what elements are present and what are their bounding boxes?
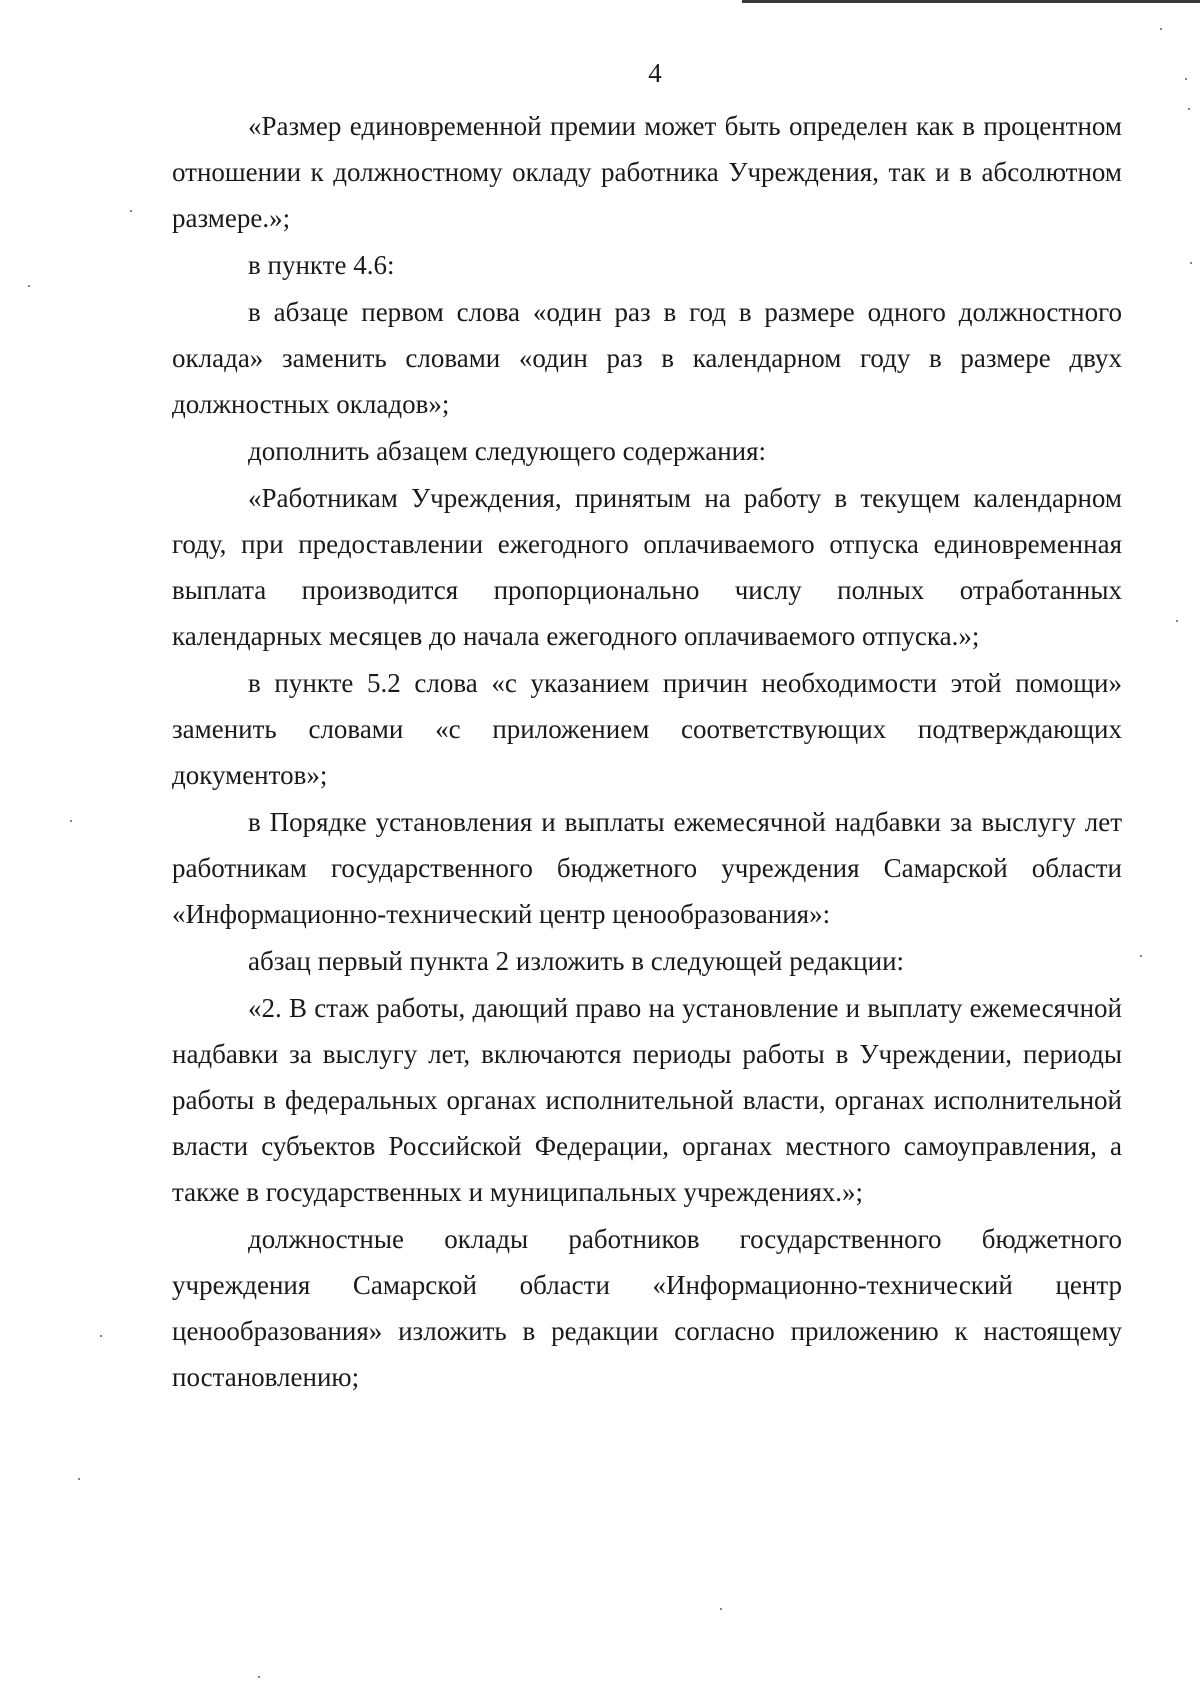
top-border-line xyxy=(742,0,1200,3)
scan-speck xyxy=(130,210,132,212)
page-number: 4 xyxy=(648,58,662,88)
scan-speck xyxy=(1185,78,1187,80)
paragraph: «2. В стаж работы, дающий право на установление и выплату ежемесячной надбавки за выслугу лет, включаются периоды работы в Учреждении, периоды работы в федеральных органах исполнительной власти, органах исполнительной власти субъектов Российской Федерации, органах местного самоуправления, а также в государственных и муниципальных учреждениях.»; xyxy=(172,993,1122,1207)
paragraph: в абзаце первом слова «один раз в год в размере одного должностного оклада» заменить словами «один раз в календарном году в размере двух должностных окладов»; xyxy=(172,297,1122,419)
scan-speck xyxy=(70,820,72,822)
paragraph: в пункте 5.2 слова «с указанием причин необходимости этой помощи» заменить словами «с приложением соответствующих подтверждающих документов»; xyxy=(172,668,1122,790)
scan-speck xyxy=(100,1335,102,1337)
paragraph: «Работникам Учреждения, принятым на работу в текущем календарном году, при предоставлении ежегодного оплачиваемого отпуска единовременная выплата производится пропорционально числу полных отработанных календарных месяцев до начала ежегодного оплачиваемого отпуска.»; xyxy=(172,483,1122,651)
scan-speck xyxy=(28,285,30,287)
scan-speck xyxy=(1140,955,1142,957)
scan-speck xyxy=(1188,108,1190,110)
scan-speck xyxy=(258,1676,260,1678)
paragraph: должностные оклады работников государственного бюджетного учреждения Самарской области «Информационно-технический центр ценообразования» изложить в редакции согласно приложению к настоящему постановлению; xyxy=(172,1224,1122,1392)
scan-speck xyxy=(1176,620,1178,622)
scan-speck xyxy=(720,1608,722,1610)
paragraph: «Размер единовременной премии может быть определен как в процентном отношении к должностному окладу работника Учреждения, так и в абсолютном размере.»; xyxy=(172,111,1122,233)
document-body xyxy=(172,103,1122,1400)
paragraph: дополнить абзацем следующего содержания: xyxy=(248,436,767,466)
scan-speck xyxy=(1190,262,1192,264)
scan-speck xyxy=(1160,28,1162,30)
paragraph: абзац первый пункта 2 изложить в следующей редакции: xyxy=(248,946,905,976)
scan-speck xyxy=(78,1478,80,1480)
paragraph: в Порядке установления и выплаты ежемесячной надбавки за выслугу лет работникам государственного бюджетного учреждения Самарской области «Информационно-технический центр ценообразования»: xyxy=(172,807,1122,929)
paragraph: в пункте 4.6: xyxy=(248,250,395,280)
